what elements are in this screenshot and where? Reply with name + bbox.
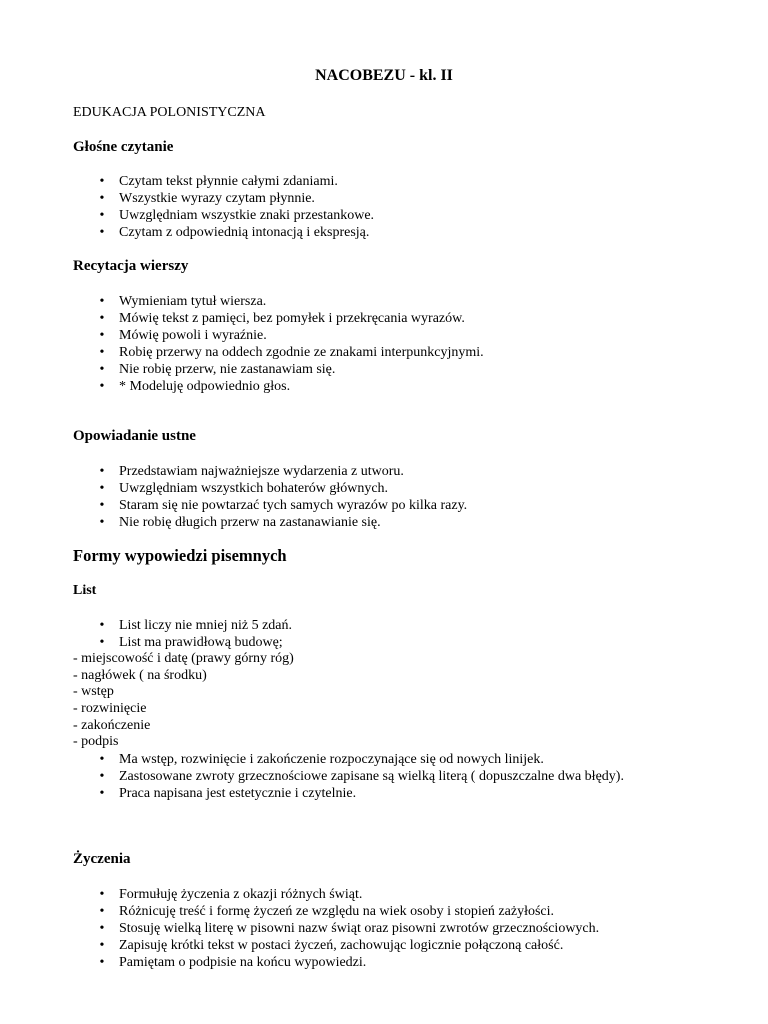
heading-list: List [73,583,97,598]
dash-item: - miejscowość i datę (prawy górny róg) [73,651,294,666]
list-item: • Wszystkie wyrazy czytam płynnie. [0,190,374,207]
bullet-icon: • [99,481,105,496]
list-item: • Czytam z odpowiednią intonacją i ekspresją. [0,224,374,241]
list-item: • Nie robię długich przerw na zastanawianie się. [0,514,467,531]
bullet-icon: • [99,955,105,970]
dash-item: - zakończenie [73,717,151,733]
heading-formy: Formy wypowiedzi pisemnych [73,546,287,565]
bullet-icon: • [99,786,105,801]
list-item: • * Modeluję odpowiednio głos. [0,378,484,395]
list-item: • Uwzględniam wszystkich bohaterów głównych. [0,480,467,497]
bullet-icon: • [99,191,105,206]
bullet-icon: • [99,174,105,189]
bullet-icon: • [99,635,105,650]
bullet-icon: • [99,328,105,343]
list-item: • Formułuję życzenia z okazji różnych świąt. [0,886,599,903]
dash-item: - podpis [73,734,119,750]
list-item: • Ma wstęp, rozwinięcie i zakończenie rozpoczynające się od nowych linijek. [0,751,624,768]
heading-opowiadanie: Opowiadanie ustne [73,428,196,444]
dash-item: - rozwinięcie [73,701,147,717]
bullet-icon: • [99,294,105,309]
bullet-icon: • [99,887,105,902]
heading-recytacja: Recytacja wierszy [73,258,189,274]
list-opowiadanie [0,463,467,531]
bullet-icon: • [99,464,105,479]
list-item: • Zastosowane zwroty grzecznościowe zapisane są wielką literą ( dopuszczalne dwa błędy). [0,768,624,785]
list-item: • Stosuję wielką literę w pisowni nazw świąt oraz pisowni zwrotów grzecznościowych. [0,920,599,937]
list-item: • Zapisuję krótki tekst w postaci życzeń, zachowując logicznie połączoną całość. [0,937,599,954]
dash-item: - nagłówek ( na środku) [73,667,207,683]
list-item: • Robię przerwy na oddech zgodnie ze znakami interpunkcyjnymi. [0,344,484,361]
list-list-dash [73,651,294,751]
heading-zyczenia: Życzenia [73,851,131,867]
bullet-icon: • [99,379,105,394]
section-heading: EDUKACJA POLONISTYCZNA [73,105,266,120]
bullet-icon: • [99,208,105,223]
list-zyczenia [0,886,599,971]
list-item: • Przedstawiam najważniejsze wydarzenia z utworu. [0,463,467,480]
list-recytacja [0,293,484,395]
bullet-icon: • [99,618,105,633]
bullet-icon: • [99,904,105,919]
list-item: • Mówię tekst z pamięci, bez pomyłek i przekręcania wyrazów. [0,310,484,327]
list-item: • Czytam tekst płynnie całymi zdaniami. [0,173,374,190]
bullet-icon: • [99,752,105,767]
list-list-b [0,751,624,802]
list-item: • Nie robię przerw, nie zastanawiam się. [0,361,484,378]
bullet-icon: • [99,362,105,377]
bullet-icon: • [99,225,105,240]
list-list-a [0,617,292,651]
bullet-icon: • [99,311,105,326]
bullet-icon: • [99,498,105,513]
list-item: • Mówię powoli i wyraźnie. [0,327,484,344]
list-item: • List ma prawidłową budowę; [0,634,292,651]
heading-glosne-czytanie: Głośne czytanie [73,139,174,155]
bullet-icon: • [99,345,105,360]
list-item: • Uwzględniam wszystkie znaki przestankowe. [0,207,374,224]
list-item: • Różnicuję treść i formę życzeń ze względu na wiek osoby i stopień zażyłości. [0,903,599,920]
list-item: • Pamiętam o podpisie na końcu wypowiedzi. [0,954,599,971]
list-glosne-czytanie [0,173,374,241]
document-title: NACOBEZU - kl. II [315,67,453,84]
list-item: • List liczy nie mniej niż 5 zdań. [0,617,292,634]
dash-item: - wstęp [73,684,114,700]
list-item: • Staram się nie powtarzać tych samych wyrazów po kilka razy. [0,497,467,514]
list-item: • Wymieniam tytuł wiersza. [0,293,484,310]
bullet-icon: • [99,938,105,953]
bullet-icon: • [99,515,105,530]
list-item: • Praca napisana jest estetycznie i czytelnie. [0,785,624,802]
bullet-icon: • [99,921,105,936]
bullet-icon: • [99,769,105,784]
